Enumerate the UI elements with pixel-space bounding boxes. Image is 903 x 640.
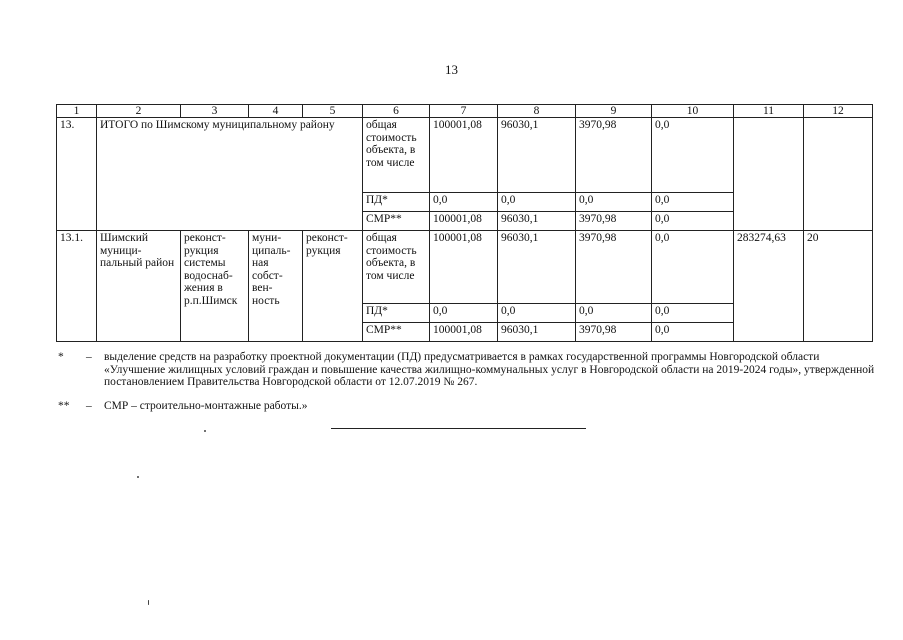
column-number: 6 — [363, 105, 430, 118]
pd-label: ПД* — [363, 193, 430, 212]
cell-value: 3970,98 — [576, 231, 652, 304]
object-name-cell: реконст-рукция системы водоснаб-жения в р.п.Шимск — [181, 231, 249, 342]
row-number: 13. — [57, 118, 97, 231]
cell-value: 0,0 — [430, 193, 498, 212]
footnote-dash: – — [86, 351, 92, 363]
column-number: 11 — [734, 105, 804, 118]
footnote-text: выделение средств на разработку проектной документации (ПД) предусматривается в рамках государственной программы Новгородской области «Улучшение жилищных условий граждан и повышение качества жилищно-коммунальных услуг в Новгородской области на 2019-2024 годы», утвержденной постановлением Правительства Новгородской области от 12.07.2019 № 267. — [104, 351, 875, 388]
column-number: 10 — [652, 105, 734, 118]
column-number: 2 — [97, 105, 181, 118]
column-number: 3 — [181, 105, 249, 118]
cost-label: общая стоимость объекта, в том числе — [363, 231, 430, 304]
footnote-smr — [56, 400, 876, 413]
cell-value: 96030,1 — [498, 323, 576, 342]
smr-label: СМР** — [363, 212, 430, 231]
cell-value: 3970,98 — [576, 118, 652, 193]
column-number: 4 — [249, 105, 303, 118]
table-row — [57, 231, 873, 304]
ownership-cell: муни-ципаль-ная собст-вен-ность — [249, 231, 303, 342]
cell-value: 96030,1 — [498, 231, 576, 304]
cell-value: 96030,1 — [498, 118, 576, 193]
footnote-mark: ** — [58, 400, 70, 412]
empty-cell — [804, 118, 873, 231]
scan-speck — [204, 430, 206, 432]
cell-value: 100001,08 — [430, 118, 498, 193]
scan-speck — [137, 476, 139, 478]
smr-label: СМР** — [363, 323, 430, 342]
column-number: 5 — [303, 105, 363, 118]
column-number: 8 — [498, 105, 576, 118]
total-label: ИТОГО по Шимскому муниципальному району — [97, 118, 363, 231]
cell-value: 0,0 — [652, 118, 734, 193]
cell-value: 20 — [804, 231, 873, 342]
page-number: 13 — [445, 62, 458, 77]
cell-value: 100001,08 — [430, 212, 498, 231]
cell-value: 283274,63 — [734, 231, 804, 342]
cell-value: 0,0 — [652, 304, 734, 323]
investment-table — [56, 104, 873, 342]
column-number-row — [57, 105, 873, 118]
footnote-text: СМР – строительно-монтажные работы.» — [104, 400, 308, 412]
footnote-mark: * — [58, 351, 64, 363]
cell-value: 0,0 — [652, 212, 734, 231]
column-number: 1 — [57, 105, 97, 118]
cell-value: 0,0 — [498, 193, 576, 212]
cell-value: 100001,08 — [430, 323, 498, 342]
cell-value: 0,0 — [576, 193, 652, 212]
footnote-pd — [56, 351, 876, 389]
cell-value: 0,0 — [430, 304, 498, 323]
cell-value: 0,0 — [576, 304, 652, 323]
cell-value: 0,0 — [652, 231, 734, 304]
table-row — [57, 118, 873, 193]
footnote-dash: – — [86, 400, 92, 412]
row-number: 13.1. — [57, 231, 97, 342]
pd-label: ПД* — [363, 304, 430, 323]
column-number: 12 — [804, 105, 873, 118]
column-number: 9 — [576, 105, 652, 118]
cell-value: 0,0 — [498, 304, 576, 323]
cell-value: 0,0 — [652, 323, 734, 342]
closing-rule — [331, 428, 586, 429]
cell-value: 3970,98 — [576, 323, 652, 342]
scan-speck — [148, 600, 149, 605]
cell-value: 0,0 — [652, 193, 734, 212]
cell-value: 96030,1 — [498, 212, 576, 231]
cell-value: 3970,98 — [576, 212, 652, 231]
cell-value: 100001,08 — [430, 231, 498, 304]
column-number: 7 — [430, 105, 498, 118]
work-type-cell: реконст-рукция — [303, 231, 363, 342]
cost-label: общая стоимость объекта, в том числе — [363, 118, 430, 193]
empty-cell — [734, 118, 804, 231]
municipality-cell: Шимский муници-пальный район — [97, 231, 181, 342]
